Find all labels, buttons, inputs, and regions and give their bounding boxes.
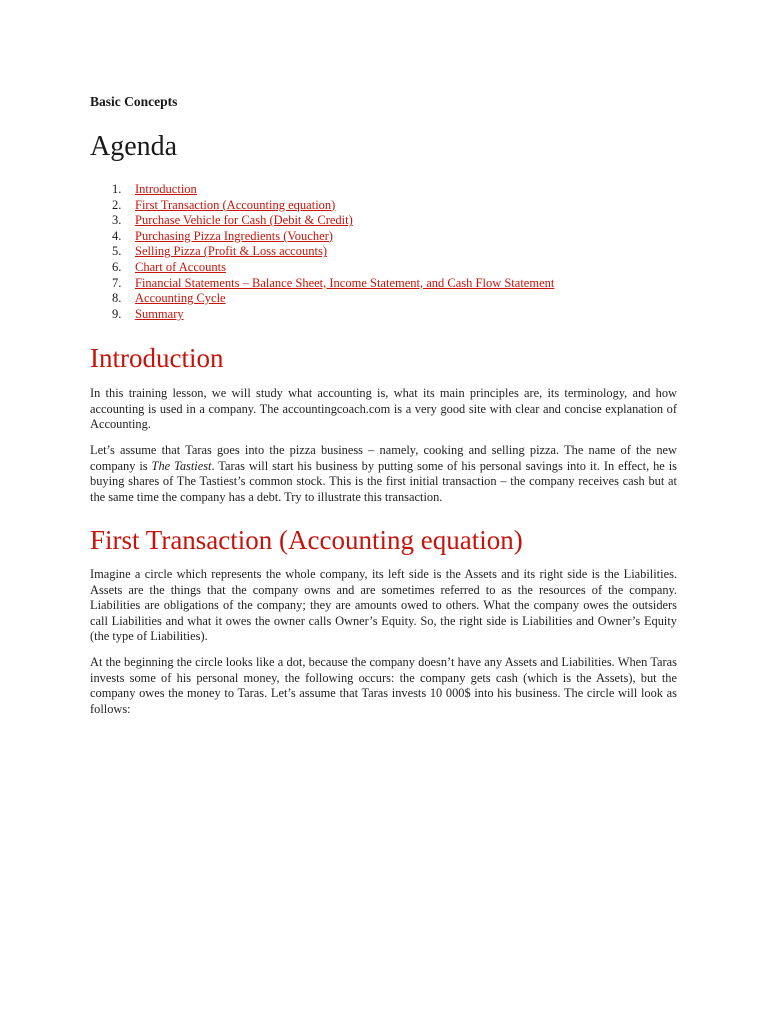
introduction-paragraph-1: In this training lesson, we will study what accounting is, what its main principles are, its terminology, and how accounting is used in a company. The accountingcoach.com is a very good site with clear and concise explanation of Accounting.: [90, 386, 677, 431]
agenda-item-number: 8.: [112, 291, 122, 306]
agenda-list: [90, 182, 554, 322]
agenda-item-number: 6.: [112, 259, 122, 274]
agenda-item-number: 3.: [112, 213, 122, 228]
agenda-item-number: 5.: [112, 244, 122, 259]
agenda-link-introduction[interactable]: Introduction: [135, 182, 197, 196]
agenda-item: [90, 276, 554, 292]
agenda-link-purchasing-ingredients[interactable]: Purchasing Pizza Ingredients (Voucher): [135, 228, 333, 243]
introduction-paragraph-2: [90, 443, 677, 505]
agenda-link-financial-statements[interactable]: Financial Statements – Balance Sheet, Income Statement, and Cash Flow Statement: [135, 275, 555, 290]
agenda-link-summary[interactable]: Summary: [135, 306, 184, 321]
agenda-item: [90, 260, 554, 276]
agenda-link-purchase-vehicle[interactable]: Purchase Vehicle for Cash (Debit & Credit): [135, 213, 353, 228]
document-header: Basic Concepts: [90, 94, 178, 109]
agenda-link-chart-of-accounts[interactable]: Chart of Accounts: [135, 259, 226, 274]
agenda-item: [90, 244, 554, 260]
agenda-item: [90, 213, 554, 229]
first-transaction-heading: First Transaction (Accounting equation): [90, 525, 523, 555]
agenda-item-number: 4.: [112, 228, 122, 243]
agenda-item-number: 2.: [112, 197, 122, 212]
agenda-item: [90, 229, 554, 245]
agenda-link-first-transaction[interactable]: First Transaction (Accounting equation): [135, 197, 336, 212]
agenda-title: Agenda: [90, 131, 178, 162]
first-transaction-paragraph-1: Imagine a circle which represents the whole company, its left side is the Assets and its right side is the Liabilities. Assets are the things that the company owns and are sometimes referred to as the resources of the company. Liabilities are obligations of the company; they are amounts owed to others. What the company owes the outsiders call Liabilities and what it owes the owner calls Owner’s Equity. So, the right side is Liabilities and Owner’s Equity (the type of Liabilities).: [90, 567, 677, 643]
agenda-item-number: 1.: [112, 182, 122, 196]
introduction-heading: Introduction: [90, 343, 224, 373]
agenda-item-number: 9.: [112, 306, 122, 321]
agenda-link-accounting-cycle[interactable]: Accounting Cycle: [135, 291, 226, 306]
agenda-link-selling-pizza[interactable]: Selling Pizza (Profit & Loss accounts): [135, 244, 327, 259]
introduction-paragraph-2-start: Let’s assume that Taras goes into the pizza business – namely, cooking and selling pizza. The name of the new company is: [90, 443, 677, 473]
introduction-paragraph-2-end: . Taras will start his business by putting some of his personal savings into it. In effect, he is buying shares of The Tastiest’s common stock. This is the first initial transaction – the company receives cash but at the same time the company has a debt. Try to illustrate this transaction.: [90, 458, 677, 504]
company-name: The Tastiest: [151, 458, 212, 473]
agenda-item: [90, 307, 554, 323]
agenda-item: [90, 291, 554, 307]
first-transaction-paragraph-2: At the beginning the circle looks like a dot, because the company doesn’t have any Assets and Liabilities. When Taras invests some of his personal money, the following occurs: the company gets cash (which is the Assets), but the company owes the money to Taras. Let’s assume that Taras invests 10 000$ into his business. The circle will look as follows:: [90, 655, 677, 716]
agenda-item: [90, 182, 554, 198]
agenda-item: [90, 198, 554, 214]
agenda-item-number: 7.: [112, 275, 122, 290]
